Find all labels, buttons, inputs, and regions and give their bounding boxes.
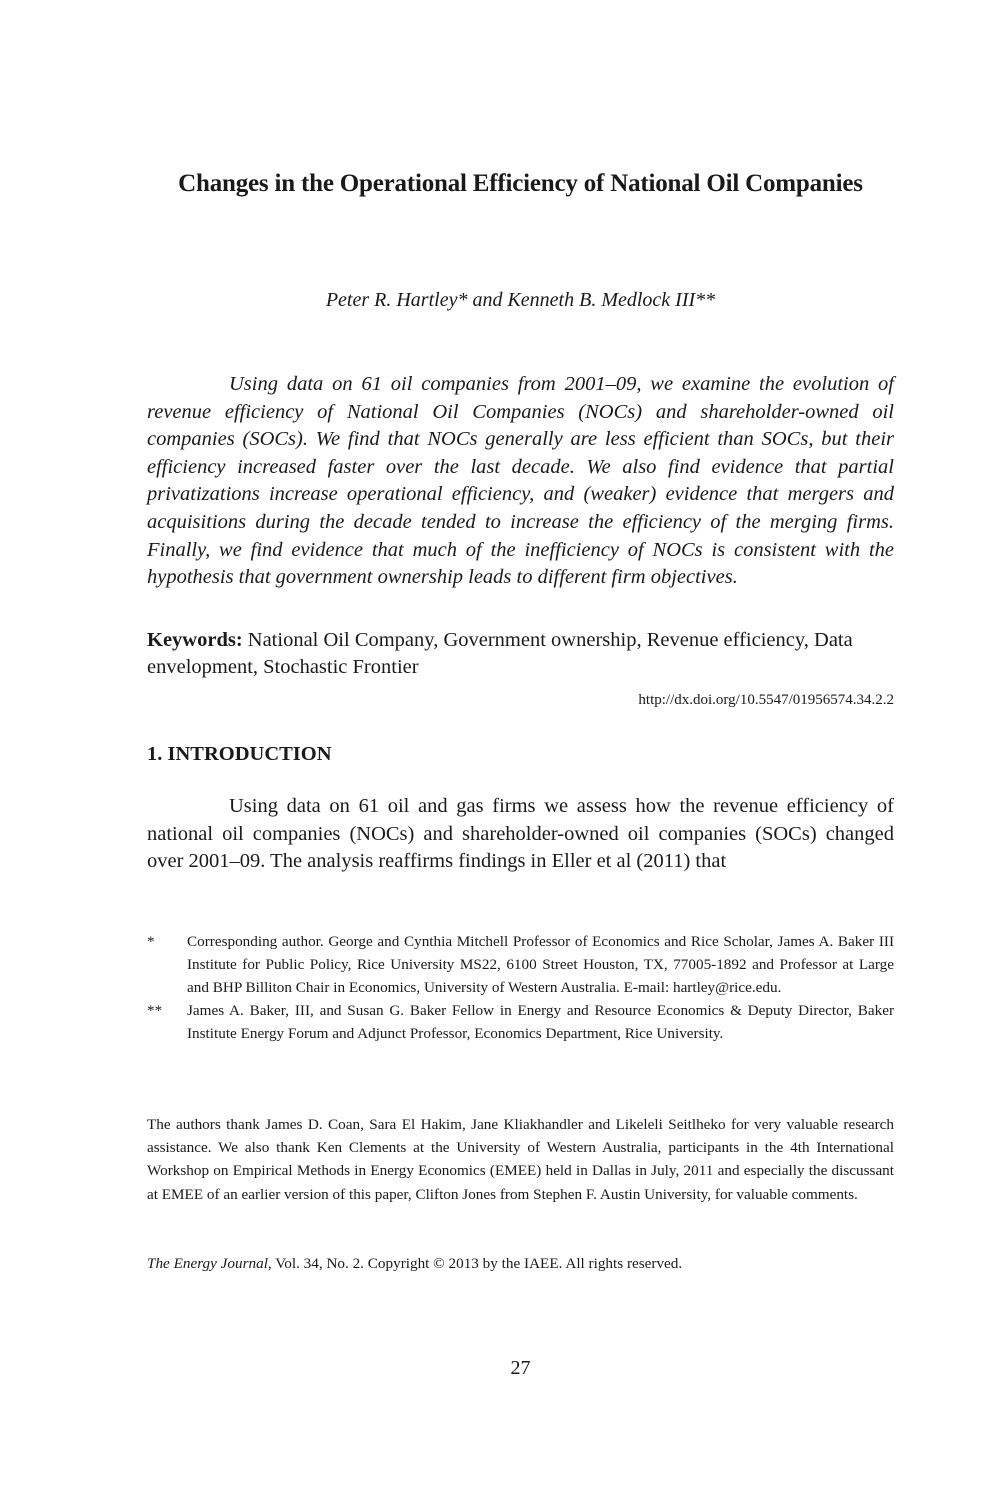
footnotes — [147, 930, 894, 1045]
footnote-mark: ** — [147, 1002, 163, 1019]
footnote-text: Corresponding author. George and Cynthia Mitchell Professor of Economics and Rice Scholar, James A. Baker III Institute for Public Policy, Rice University MS22, 6100 Street Houston, TX, 77005-1892 and Professor at Large and BHP Billiton Chair in Economics, University of Western Australia. E-mail: hartley@rice.edu. — [187, 933, 894, 996]
abstract-text: Using data on 61 oil companies from 2001–09, we examine the evolution of revenue efficiency of National Oil Companies (NOCs) and shareholder-owned oil companies (SOCs). We find that NOCs generally are less efficient than SOCs, but their efficiency increased faster over the last decade. We also find evidence that partial privatizations increase operational efficiency, and (weaker) evidence that mergers and acquisitions during the decade tended to increase the efficiency of the merging firms. Finally, we find evidence that much of the inefficiency of NOCs is consistent with the hypothesis that government ownership leads to different firm objectives. — [147, 373, 894, 589]
keywords — [147, 627, 894, 681]
footnote-text: James A. Baker, III, and Susan G. Baker Fellow in Energy and Resource Economics & Deputy Director, Baker Institute Energy Forum and Adjunct Professor, Economics Department, Rice University. — [187, 1002, 894, 1042]
copyright-text: , Vol. 34, No. 2. Copyright © 2013 by the IAEE. All rights reserved. — [267, 1255, 683, 1272]
footnote-mark: * — [147, 933, 155, 950]
paper-title: Changes in the Operational Efficiency of National Oil Companies — [178, 170, 863, 197]
abstract — [147, 371, 894, 592]
footnote — [147, 999, 894, 1045]
keywords-text: National Oil Company, Government ownership, Revenue efficiency, Data envelopment, Stochastic Frontier — [147, 629, 853, 678]
page-number: 27 — [510, 1357, 531, 1379]
paper-authors: Peter R. Hartley* and Kenneth B. Medlock III** — [325, 289, 716, 311]
acknowledgements: The authors thank James D. Coan, Sara El Hakim, Jane Kliakhandler and Likeleli Seitlheko for very valuable research assistance. We also thank Ken Clements at the University of Western Australia, participants in the 4th International Workshop on Empirical Methods in Energy Economics (EMEE) held in Dallas in July, 2011 and especially the discussant at EMEE of an earlier version of this paper, Clifton Jones from Stephen F. Austin University, for valuable comments. — [147, 1116, 894, 1203]
footnote — [147, 930, 894, 999]
journal-name: The Energy Journal — [147, 1255, 268, 1272]
intro-text: Using data on 61 oil and gas firms we assess how the revenue efficiency of national oil companies (NOCs) and shareholder-owned oil companies (SOCs) changed over 2001–09. The analysis reaffirms findings in Eller et al (2011) that — [147, 795, 894, 873]
keywords-label: Keywords: — [147, 629, 243, 651]
doi-link[interactable]: http://dx.doi.org/10.5547/01956574.34.2.2 — [638, 692, 894, 708]
intro-paragraph — [147, 793, 894, 876]
copyright-line — [147, 1253, 894, 1275]
section-heading: 1. INTRODUCTION — [147, 743, 332, 765]
